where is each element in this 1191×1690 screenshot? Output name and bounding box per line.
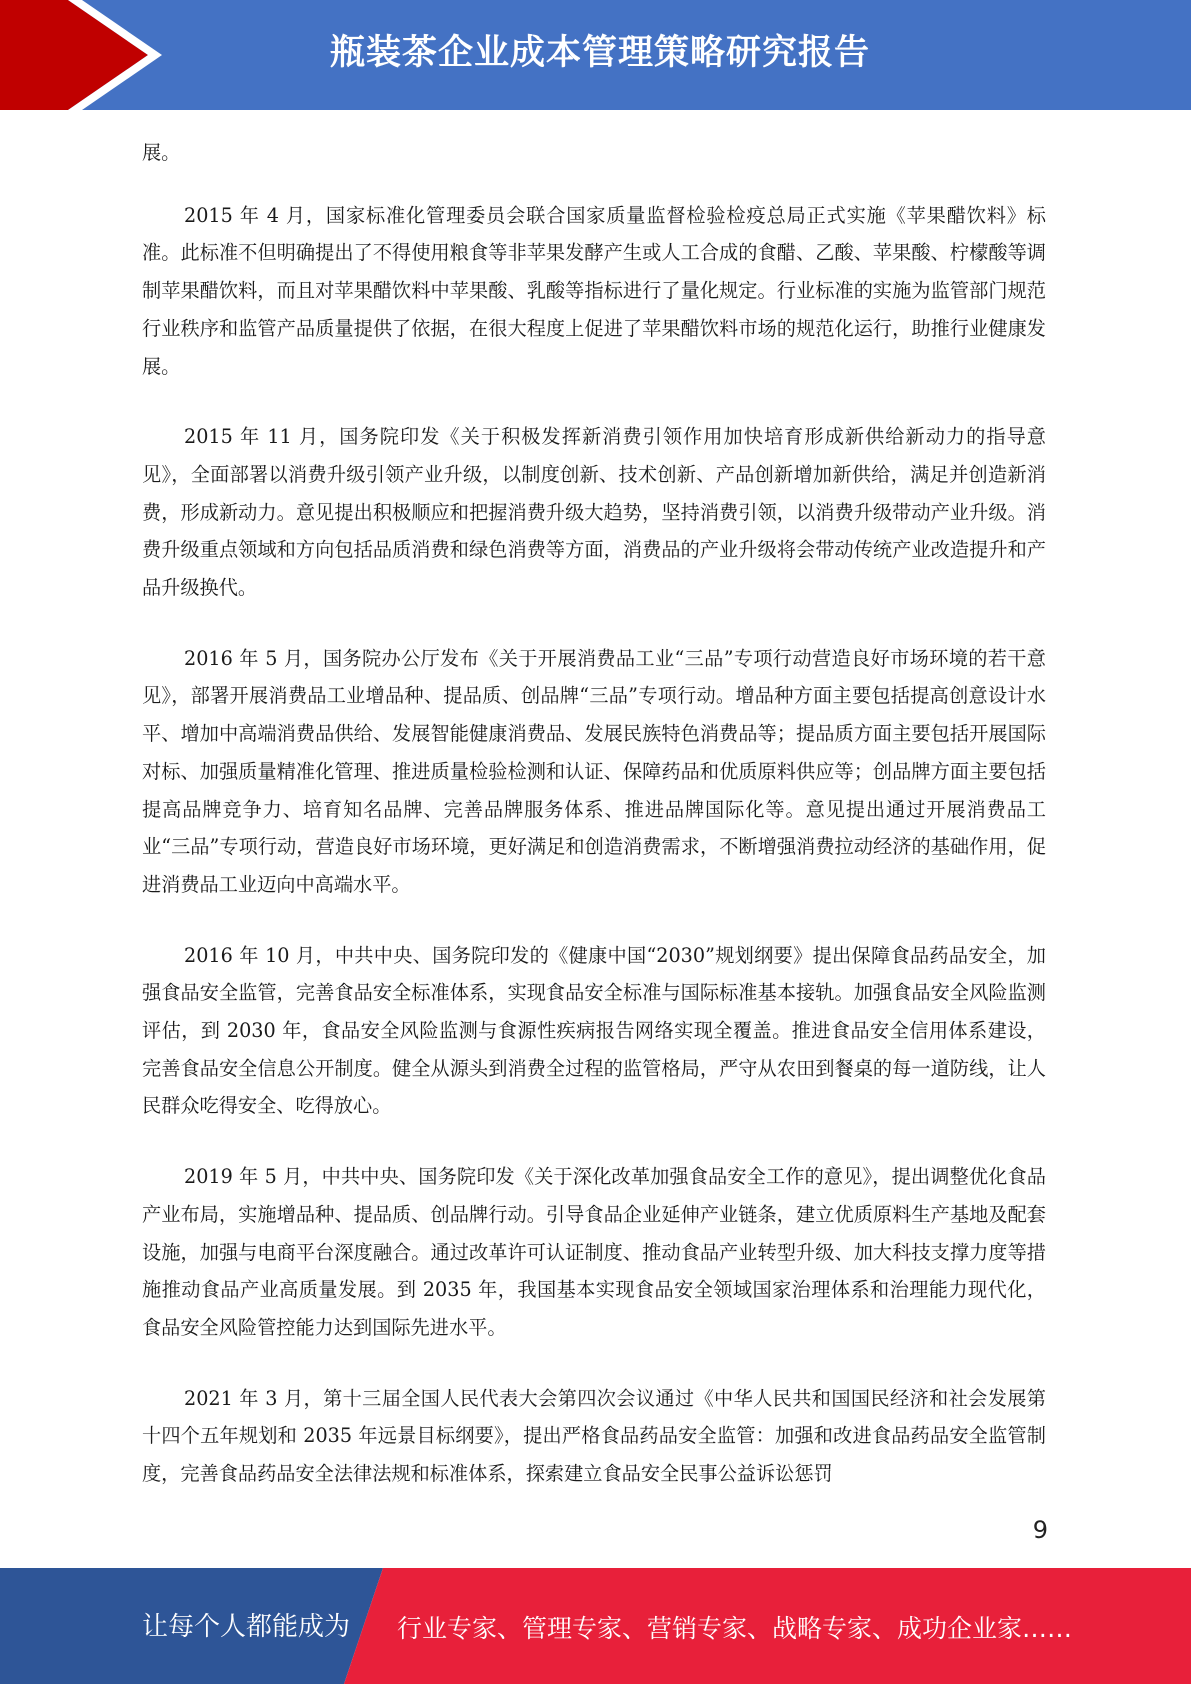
report-body bbox=[142, 134, 1046, 1526]
page-number: 9 bbox=[1032, 1516, 1048, 1544]
paragraph-2015-nov: 2015 年 11 月，国务院印发《关于积极发挥新消费引领作用加快培育形成新供给新动力的指导意见》，全面部署以消费升级引领产业升级，以制度创新、技术创新、产品创新增加新供给，满足并创造新消费，形成新动力。意见提出积极顺应和把握消费升级大趋势，坚持消费引领，以消费升级带动产业升级。消费升级重点领域和方向包括品质消费和绿色消费等方面，消费品的产业升级将会带动传统产业改造提升和产品升级换代。 bbox=[142, 425, 1046, 600]
header-title: 瓶装茶企业成本管理策略研究报告 bbox=[330, 33, 871, 73]
paragraph-2016-may: 2016 年 5 月，国务院办公厅发布《关于开展消费品工业“三品”专项行动营造良好市场环境的若干意见》，部署开展消费品工业增品种、提品质、创品牌“三品”专项行动。增品种方面主要包括提高创意设计水平、增加中高端消费品供给、发展智能健康消费品、发展民族特色消费品等；提品质方面主要包括开展国际对标、加强质量精准化管理、推进质量检验检测和认证、保障药品和优质原料供应等；创品牌方面主要包括提高品牌竞争力、培育知名品牌、完善品牌服务体系、推进品牌国际化等。意见提出通过开展消费品工业“三品”专项行动，营造良好市场环境，更好满足和创造消费需求，不断增强消费拉动经济的基础作用，促进消费品工业迈向中高端水平。 bbox=[142, 646, 1046, 896]
page-header bbox=[0, 0, 1191, 110]
footer-slogan-left: 让每个人都能成为 bbox=[142, 1612, 351, 1642]
footer-slogan-right: 行业专家、管理专家、营销专家、战略专家、成功企业家…… bbox=[397, 1614, 1073, 1643]
paragraph-2015-apr: 2015 年 4 月，国家标准化管理委员会联合国家质量监督检验检疫总局正式实施《苹果醋饮料》标准。此标准不但明确提出了不得使用粮食等非苹果发酵产生或人工合成的食醋、乙酸、苹果酸、柠檬酸等调制苹果醋饮料，而且对苹果醋饮料中苹果酸、乳酸等指标进行了量化规定。行业标准的实施为监管部门规范行业秩序和监管产品质量提供了依据，在很大程度上促进了苹果醋饮料市场的规范化运行，助推行业健康发展。 bbox=[142, 203, 1046, 378]
paragraph-2019-may: 2019 年 5 月，中共中央、国务院印发《关于深化改革加强食品安全工作的意见》，提出调整优化食品产业布局，实施增品种、提品质、创品牌行动。引导食品企业延伸产业链条，建立优质原料生产基地及配套设施，加强与电商平台深度融合。通过改革许可认证制度、推动食品产业转型升级、加大科技支撑力度等措施推动食品产业高质量发展。到 2035 年，我国基本实现食品安全领域国家治理体系和治理能力现代化，食品安全风险管控能力达到国际先进水平。 bbox=[142, 1165, 1046, 1339]
page-footer bbox=[0, 1568, 1191, 1684]
paragraph-continuation: 展。 bbox=[142, 141, 181, 164]
paragraph-2016-oct: 2016 年 10 月，中共中央、国务院印发的《健康中国“2030”规划纲要》提出保障食品药品安全，加强食品安全监管，完善食品安全标准体系，实现食品安全标准与国际标准基本接轨。加强食品安全风险监测评估，到 2030 年，食品安全风险监测与食源性疾病报告网络实现全覆盖。推进食品安全信用体系建设，完善食品安全信息公开制度。健全从源头到消费全过程的监管格局，严守从农田到餐桌的每一道防线，让人民群众吃得安全、吃得放心。 bbox=[142, 943, 1046, 1118]
paragraph-2021-mar: 2021 年 3 月，第十三届全国人民代表大会第四次会议通过《中华人民共和国国民经济和社会发展第十四个五年规划和 2035 年远景目标纲要》，提出严格食品药品安全监管：加强和改进食品药品安全监管制度，完善食品药品安全法律法规和标准体系，探索建立食品安全民事公益诉讼惩罚 bbox=[142, 1386, 1046, 1486]
header-red-arrow bbox=[0, 0, 148, 110]
